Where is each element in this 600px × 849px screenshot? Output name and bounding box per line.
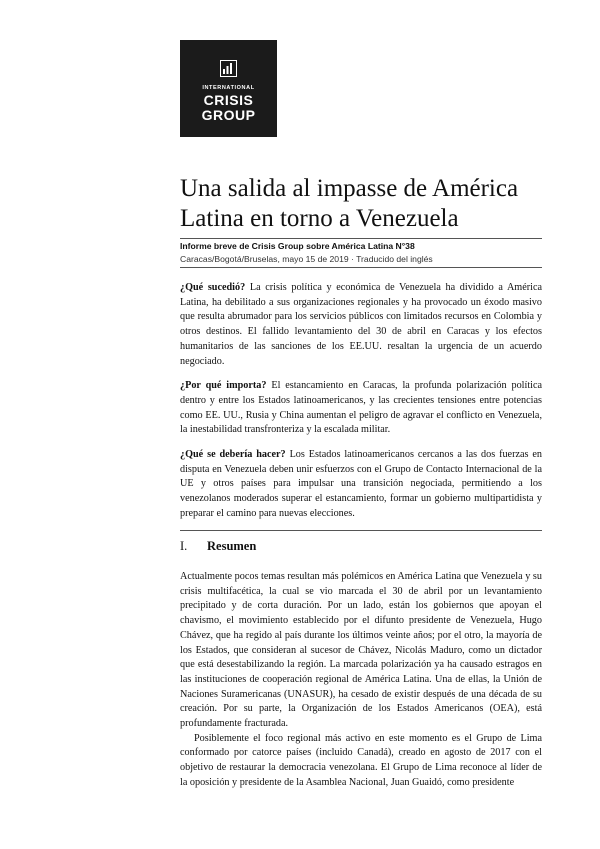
summary-question: ¿Por qué importa? — [180, 380, 267, 392]
section-divider — [180, 530, 542, 531]
body-text — [180, 570, 542, 791]
section-number: I. — [180, 539, 188, 553]
logo-line-crisis: CRISIS — [203, 92, 254, 108]
section-heading — [180, 539, 256, 554]
logo-line-international: INTERNATIONAL — [202, 85, 255, 91]
crisis-group-logo — [180, 40, 277, 137]
summary-answer: Los Estados latinoamericanos cercanos a las dos fuerzas en disputa en Venezuela deben unir esfuerzos con el Grupo de Contacto Internacional de la UE y otros países para impulsar una transición negociada, permitiendo a los venezolanos moderados superar el estancamiento, formar un gobierno multipartidista y preparar el camino para nuevas elecciones. — [180, 449, 542, 519]
executive-summary — [180, 281, 542, 532]
summary-paragraph — [180, 281, 542, 369]
header-divider-bottom — [180, 267, 542, 268]
section-title: Resumen — [207, 539, 257, 553]
logo-mark-icon — [220, 60, 237, 77]
logo-line-group: GROUP — [201, 107, 256, 123]
body-paragraph: Posiblemente el foco regional más activo en este momento es el Grupo de Lima conformado por catorce países (incluido Canadá), creado en agosto de 2017 con el objetivo de restaurar la democracia venezolana. El Grupo de Lima reconoce al líder de la oposición y presidente de la Asamblea Nacional, Juan Guaidó, como presidente — [180, 732, 542, 788]
header-divider-top — [180, 238, 542, 239]
summary-question: ¿Qué sucedió? — [180, 282, 246, 293]
body-paragraph: Actualmente pocos temas resultan más polémicos en América Latina que Venezuela y su crisis multifacética, la cual se vio marcada el 30 de abril por un levantamiento precipitado y de corta duración. Por un lado, están los gobiernos que apoyan el chavismo, el movimiento establecido por el difunto presidente de Venezuela, Hugo Chávez, que ha regido al país durante los últimos veinte años; por el otro, la mayoría de los Estados, que consideran al sucesor de Chávez, Nicolás Maduro, como un dictador que está desestabilizando la región. La marcada polarización ya ha causado estragos en las instituciones de cooperación regional de América Latina. Una de ellas, la Unión de Naciones Suramericanas (UNASUR), ha cesado de existir después de una década de su creación. Por su parte, la Organización de los Estados Americanos (OEA), está profundamente fracturada. — [180, 571, 542, 730]
report-dateline: Caracas/Bogotá/Bruselas, mayo 15 de 2019 · Traducido del inglés — [180, 254, 433, 264]
summary-paragraph — [180, 448, 542, 522]
summary-paragraph — [180, 379, 542, 438]
report-series: Informe breve de Crisis Group sobre América Latina N°38 — [180, 241, 415, 251]
summary-answer: La crisis política y económica de Venezuela ha dividido a América Latina, ha debilitado a sus organizaciones regionales y ha provocado un éxodo masivo que resulta abrumador para los servicios públicos con limitados recursos en Colombia y otros destinos. El fallido levantamiento del 30 de abril en Caracas y los efectos humanitarios de las sanciones de los EE.UU. resaltan la urgencia de un acuerdo negociado. — [180, 282, 543, 367]
page-title: Una salida al impasse de América Latina en torno a Venezuela — [180, 175, 519, 232]
summary-question: ¿Qué se debería hacer? — [180, 449, 286, 461]
summary-answer: El estancamiento en Caracas, la profunda polarización política dentro y entre los Estados latinoamericanos, y las crecientes tensiones entre potencias como EE. UU., Rusia y China aumentan el peligro de agravar el conflicto en Venezuela, la inestabilidad transfronteriza y la escalada militar. — [180, 380, 543, 436]
